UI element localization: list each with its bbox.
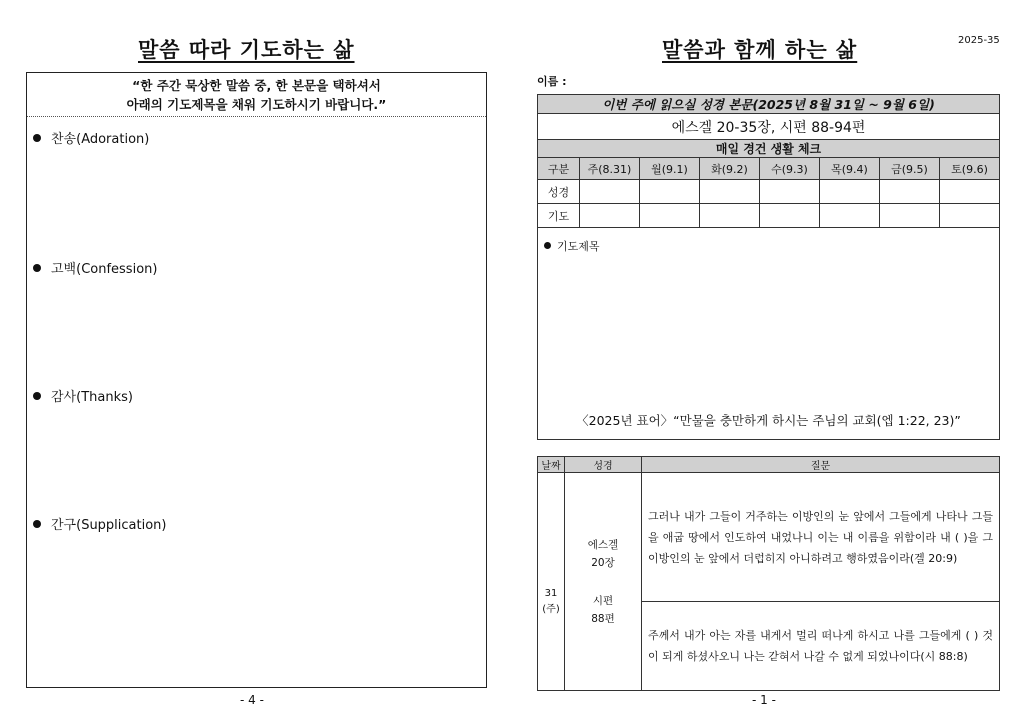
instructions-line-1: “한 주간 묵상한 말씀 중, 한 본문을 택하셔서 bbox=[132, 78, 381, 93]
day-thu: 목(9.4) bbox=[820, 158, 880, 180]
check-prayer-wed[interactable] bbox=[760, 204, 820, 228]
col-date-header: 날짜 bbox=[538, 457, 565, 473]
check-prayer-sun[interactable] bbox=[580, 204, 640, 228]
prayer-topics-label: 기도제목 bbox=[557, 240, 600, 253]
bullet-icon bbox=[33, 264, 41, 272]
acts-adoration bbox=[33, 128, 149, 147]
question-1: 그러나 내가 그들이 거주하는 이방인의 눈 앞에서 그들에게 나타나 그들을 애굽 땅에서 인도하여 내었나니 이는 내 이름을 위함이라 내 ( )을 그 이방인의 눈 앞에서 더럽히지 아니하려고 행하였음이라(겔 20:9) bbox=[642, 473, 1000, 602]
date-cell bbox=[538, 473, 565, 691]
check-bible-wed[interactable] bbox=[760, 180, 820, 204]
weekly-reading-table bbox=[537, 94, 1000, 440]
acts-supplication bbox=[33, 514, 167, 533]
question-2: 주께서 내가 아는 자를 내게서 멀리 떠나게 하시고 나를 그들에게 ( ) 것이 되게 하셨사오니 나는 갇혀서 나갈 수 없게 되었나이다(시 88:8) bbox=[642, 602, 1000, 691]
day-tue: 화(9.2) bbox=[700, 158, 760, 180]
acts-thanks-label: 감사(Thanks) bbox=[51, 390, 133, 405]
day-sun: 주(8.31) bbox=[580, 158, 640, 180]
bullet-icon bbox=[544, 242, 551, 249]
check-bible-fri[interactable] bbox=[880, 180, 940, 204]
year-motto: 〈2025년 표어〉“만물을 충만하게 하시는 주님의 교회(엡 1:22, 23)” bbox=[576, 413, 961, 428]
date-day: 31 bbox=[544, 587, 558, 599]
col-question-header: 질문 bbox=[642, 457, 1000, 473]
acts-thanks bbox=[33, 386, 133, 405]
issue-number: 2025-35 bbox=[958, 35, 1000, 46]
day-mon: 월(9.1) bbox=[640, 158, 700, 180]
bible-ref1-book: 에스겔 bbox=[587, 538, 619, 551]
reading-header: 이번 주에 읽으실 성경 본문(2025년 8월 31일 ~ 9월 6일) bbox=[538, 95, 1000, 114]
check-bible-sat[interactable] bbox=[940, 180, 1000, 204]
left-page-title: 말씀 따라 기도하는 삶 bbox=[138, 38, 355, 62]
checklist-header: 매일 경건 생활 체크 bbox=[538, 140, 1000, 158]
acts-supplication-label: 간구(Supplication) bbox=[51, 518, 167, 533]
check-bible-tue[interactable] bbox=[700, 180, 760, 204]
day-fri: 금(9.5) bbox=[880, 158, 940, 180]
day-wed: 수(9.3) bbox=[760, 158, 820, 180]
worksheet-instructions bbox=[27, 73, 486, 117]
instructions-line-2: 아래의 기도제목을 채워 기도하시기 바랍니다.” bbox=[126, 97, 387, 112]
right-page-number: - 1 - bbox=[752, 693, 776, 707]
name-label: 이름 : bbox=[537, 75, 567, 88]
col-bible-header: 성경 bbox=[565, 457, 642, 473]
date-weekday: (주) bbox=[542, 603, 560, 615]
acts-confession bbox=[33, 258, 157, 277]
check-bible-sun[interactable] bbox=[580, 180, 640, 204]
bible-cell bbox=[565, 473, 642, 691]
day-sat: 토(9.6) bbox=[940, 158, 1000, 180]
left-page-number: - 4 - bbox=[240, 693, 264, 707]
check-prayer-mon[interactable] bbox=[640, 204, 700, 228]
row-bible-label: 성경 bbox=[538, 180, 580, 204]
reading-passage: 에스겔 20-35장, 시편 88-94편 bbox=[538, 114, 1000, 140]
check-prayer-fri[interactable] bbox=[880, 204, 940, 228]
prayer-topics-area bbox=[538, 228, 1000, 440]
bible-ref1-chapter: 20장 bbox=[591, 556, 615, 569]
bible-ref2-book: 시편 bbox=[592, 594, 614, 607]
acts-confession-label: 고백(Confession) bbox=[51, 262, 158, 277]
check-prayer-sat[interactable] bbox=[940, 204, 1000, 228]
bullet-icon bbox=[33, 392, 41, 400]
days-label: 구분 bbox=[538, 158, 580, 180]
row-prayer-label: 기도 bbox=[538, 204, 580, 228]
check-prayer-thu[interactable] bbox=[820, 204, 880, 228]
check-prayer-tue[interactable] bbox=[700, 204, 760, 228]
bullet-icon bbox=[33, 134, 41, 142]
prayer-worksheet-box bbox=[26, 72, 487, 688]
question-table bbox=[537, 456, 1000, 691]
bullet-icon bbox=[33, 520, 41, 528]
check-bible-thu[interactable] bbox=[820, 180, 880, 204]
acts-adoration-label: 찬송(Adoration) bbox=[51, 132, 150, 147]
bible-ref2-chapter: 88편 bbox=[591, 612, 615, 625]
prayer-topics-heading bbox=[544, 238, 600, 254]
check-bible-mon[interactable] bbox=[640, 180, 700, 204]
right-page-title: 말씀과 함께 하는 삶 bbox=[662, 38, 858, 62]
